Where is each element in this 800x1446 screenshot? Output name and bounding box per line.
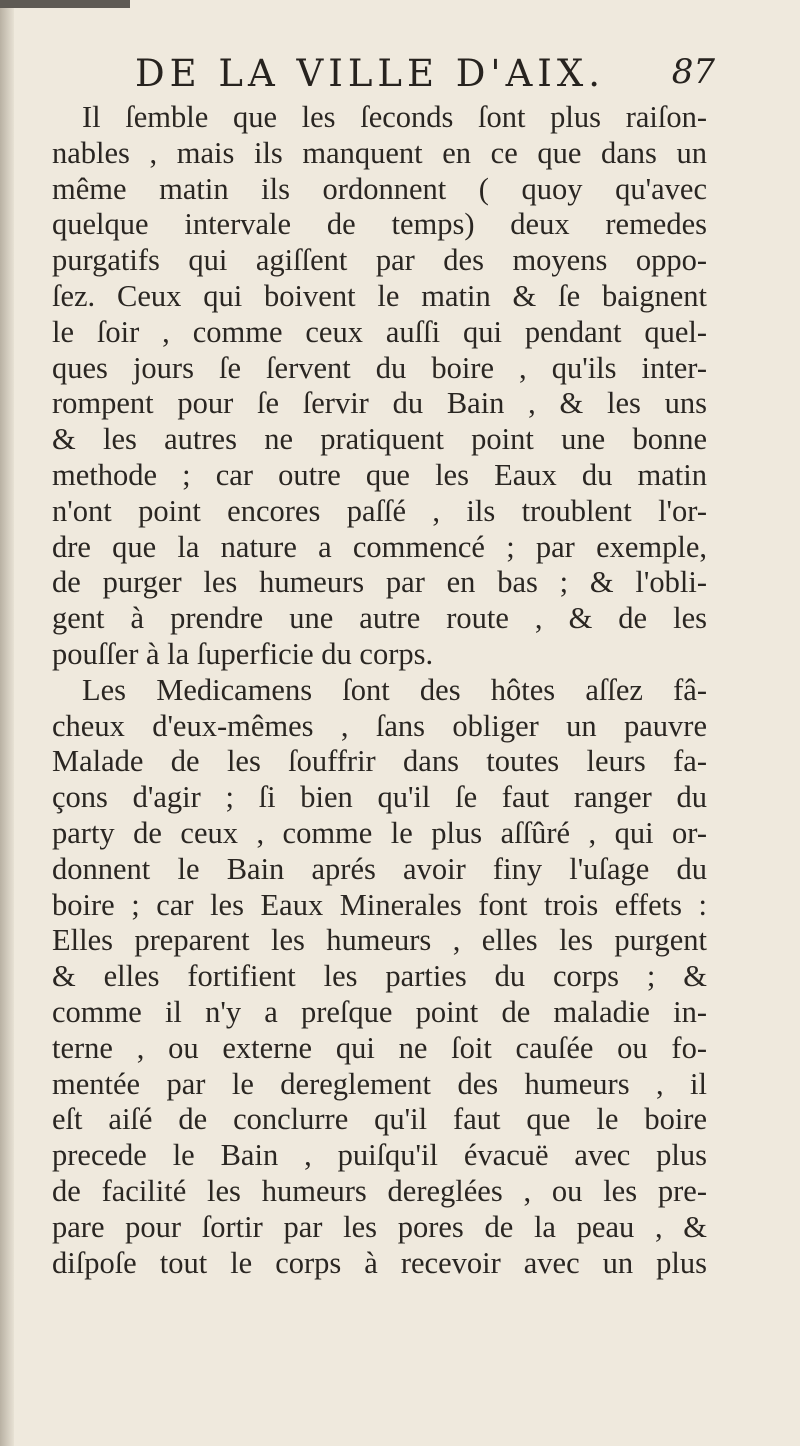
text-line: cheux d'eux-mêmes , ſans obliger un pauvre (52, 708, 707, 743)
running-head-title: DE LA VILLE D'AIX. (135, 52, 606, 95)
text-line: ſez. Ceux qui boivent le matin & ſe baignent (52, 278, 707, 313)
text-line: & elles fortifient les parties du corps ; & (52, 959, 707, 994)
text-line: precede le Bain , puiſqu'il évacuë avec plus (52, 1138, 707, 1173)
text-line: Il ſemble que les ſeconds ſont plus raiſon- (82, 100, 707, 134)
text-line: pare pour ſortir par les pores de la peau , & (52, 1209, 707, 1244)
text-line: quelque intervale de temps) deux remedes (52, 207, 707, 242)
gutter-shadow (0, 0, 14, 1446)
text-line: & les autres ne pratiquent point une bonne (52, 422, 707, 457)
text-line: mentée par le dereglement des humeurs , il (52, 1066, 707, 1101)
text-line: methode ; car outre que les Eaux du matin (52, 457, 707, 492)
text-line: rompent pour ſe ſervir du Bain , & les uns (52, 386, 707, 421)
text-line: purgatifs qui agiſſent par des moyens oppo- (52, 243, 707, 278)
text-line: ques jours ſe ſervent du boire , qu'ils inter- (52, 350, 707, 385)
text-line: dre que la nature a commencé ; par exemple, (52, 529, 707, 564)
text-line: de purger les humeurs par en bas ; & l'obli- (52, 565, 707, 600)
text-line: nables , mais ils manquent en ce que dans un (52, 135, 707, 170)
top-edge-mark (0, 0, 130, 8)
text-line: Les Medicamens ſont des hôtes aſſez fâ- (82, 672, 707, 707)
text-line: pouſſer à la ſuperficie du corps. (52, 636, 434, 671)
page-number: 87 (671, 52, 715, 92)
text-line: de facilité les humeurs dereglées , ou les pre- (52, 1173, 707, 1208)
text-line: çons d'agir ; ſi bien qu'il ſe faut ranger du (52, 780, 707, 815)
text-line: Elles preparent les humeurs , elles les purgent (52, 923, 707, 958)
body-text (52, 100, 707, 1281)
text-line: Malade de les ſouffrir dans toutes leurs fa- (52, 744, 707, 779)
text-line: n'ont point encores paſſé , ils troublent l'or- (52, 493, 707, 528)
text-line: gent à prendre une autre route , & de les (52, 601, 707, 636)
text-line: diſpoſe tout le corps à recevoir avec un plus (52, 1245, 707, 1280)
running-head (135, 52, 715, 100)
text-line: party de ceux , comme le plus aſſûré , qui or- (52, 815, 707, 850)
text-line: le ſoir , comme ceux auſſi qui pendant quel- (52, 314, 707, 349)
text-line: terne , ou externe qui ne ſoit cauſée ou fo- (52, 1030, 707, 1065)
text-line: eſt aiſé de conclurre qu'il faut que le boire (52, 1102, 707, 1137)
text-line: comme il n'y a preſque point de maladie in- (52, 994, 707, 1029)
text-line: donnent le Bain aprés avoir finy l'uſage du (52, 851, 707, 886)
text-line: même matin ils ordonnent ( quoy qu'avec (52, 171, 707, 206)
text-line: boire ; car les Eaux Minerales font trois effets : (52, 887, 707, 922)
